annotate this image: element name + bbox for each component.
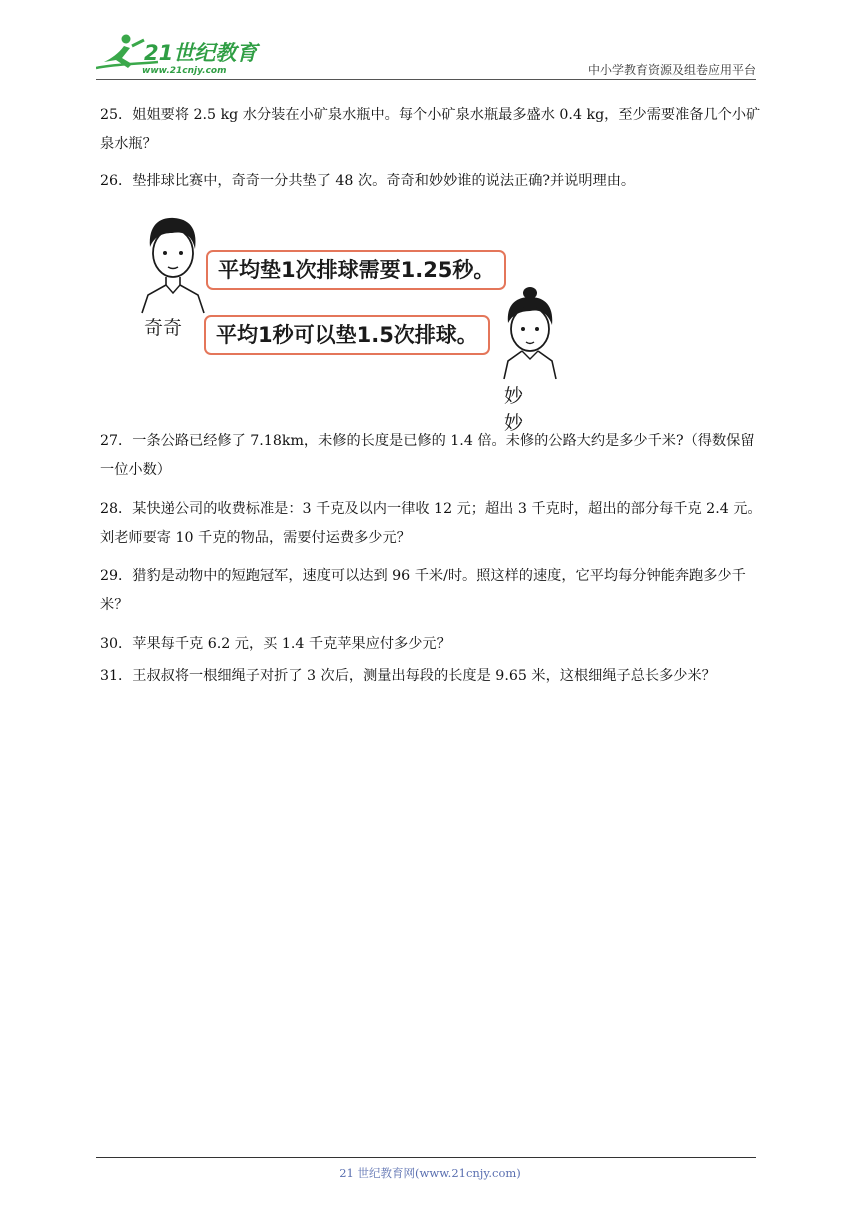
question-text: 苹果每千克 6.2 元，买 1.4 千克苹果应付多少元？ xyxy=(132,636,451,652)
question-27 xyxy=(100,427,765,485)
question-number: 26． xyxy=(100,173,133,189)
logo-url: www.21cnjy.com xyxy=(142,66,227,76)
speaker2-speech-bubble: 平均1秒可以垫1.5次排球。 xyxy=(204,315,490,355)
question-text: 某快递公司的收费标准是：3 千克及以内一律收 12 元；超出 3 千克时，超出的部分每千克 2.4 元。刘老师要寄 10 千克的物品，需要付运费多少元？ xyxy=(100,501,762,546)
header-divider xyxy=(96,79,756,80)
page-header xyxy=(96,30,756,78)
footer-divider xyxy=(96,1157,756,1158)
question-text: 王叔叔将一根细绳子对折了 3 次后，测量出每段的长度是 9.65 米，这根细绳子总长多少米？ xyxy=(132,668,716,684)
question-number: 31． xyxy=(100,668,133,684)
question-number: 30． xyxy=(100,636,133,652)
question-number: 28． xyxy=(100,501,133,517)
speaker2-name: 妙妙 xyxy=(504,385,524,434)
logo xyxy=(96,32,266,76)
logo-text: 21世纪教育 xyxy=(144,41,258,65)
header-platform-text: 中小学教育资源及组卷应用平台 xyxy=(587,63,756,77)
question-30 xyxy=(100,630,765,659)
question-26 xyxy=(100,167,765,196)
question-31 xyxy=(100,662,765,691)
question-28 xyxy=(100,495,765,553)
speaker1-name: 奇奇 xyxy=(144,317,183,339)
question-text: 垫排球比赛中，奇奇一分共垫了 48 次。奇奇和妙妙谁的说法正确?并说明理由。 xyxy=(132,173,636,189)
question-25 xyxy=(100,101,765,159)
speaker1-speech-bubble: 平均垫1次排球需要1.25秒。 xyxy=(206,250,506,290)
dialogue-illustration xyxy=(140,213,530,434)
question-text: 姐姐要将 2.5 kg 水分装在小矿泉水瓶中。每个小矿泉水瓶最多盛水 0.4 kg，至少需要准备几个小矿泉水瓶？ xyxy=(100,107,761,152)
girl-figure-icon xyxy=(498,285,562,381)
question-number: 27． xyxy=(100,433,133,449)
question-number: 29． xyxy=(100,568,133,584)
boy-figure-icon xyxy=(140,213,206,318)
question-number: 25． xyxy=(100,107,133,123)
question-text: 猎豹是动物中的短跑冠军，速度可以达到 96 千米/时。照这样的速度，它平均每分钟能奔跑多少千米？ xyxy=(100,568,746,613)
footer-text: 21 世纪教育网(www.21cnjy.com) xyxy=(339,1166,521,1180)
question-29 xyxy=(100,562,765,620)
question-text: 一条公路已经修了 7.18km，未修的长度是已修的 1.4 倍。未修的公路大约是多少千米?（得数保留一位小数） xyxy=(100,433,755,478)
